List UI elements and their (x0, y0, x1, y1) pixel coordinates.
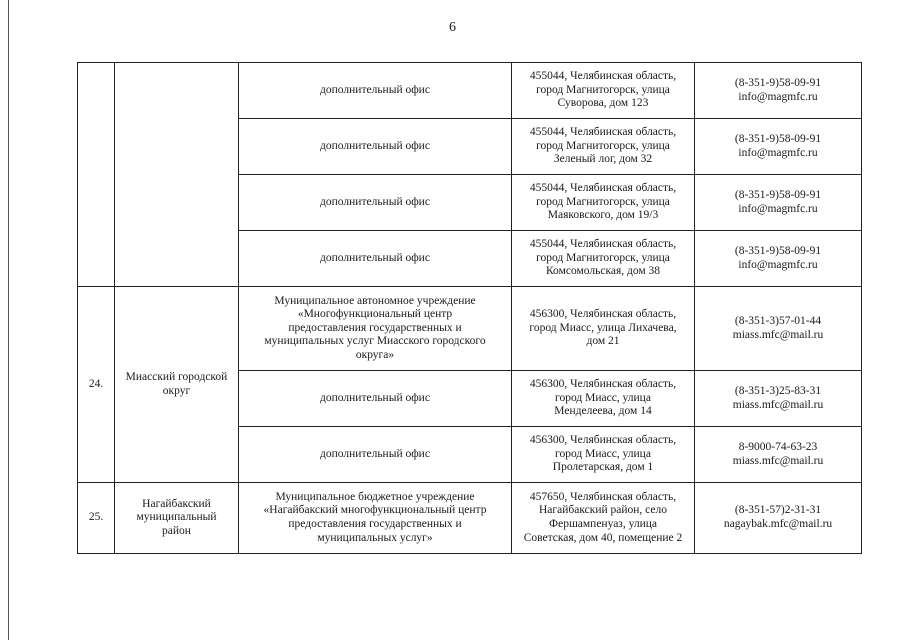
address-cell: 456300, Челябинская область, город Миасс, улица Пролетарская, дом 1 (512, 427, 695, 483)
address-cell: 455044, Челябинская область, город Магнитогорск, улица Зеленый лог, дом 32 (512, 119, 695, 175)
contacts-cell: (8-351-9)58-09-91 info@magmfc.ru (695, 63, 862, 119)
page-number: 6 (449, 20, 456, 35)
page-left-border (8, 0, 9, 640)
row-number-cell: 24. (78, 287, 115, 483)
address-cell: 455044, Челябинская область, город Магнитогорск, улица Суворова, дом 123 (512, 63, 695, 119)
district-cell: Миасский городской округ (115, 287, 239, 483)
contacts-cell: (8-351-9)58-09-91 info@magmfc.ru (695, 119, 862, 175)
contacts-cell: (8-351-57)2-31-31 nagaybak.mfc@mail.ru (695, 483, 862, 554)
organization-cell: дополнительный офис (239, 63, 512, 119)
organization-cell: дополнительный офис (239, 175, 512, 231)
organization-cell: Муниципальное автономное учреждение «Многофункциональный центр предоставления государственных и муниципальных услуг Миасского городского округа» (239, 287, 512, 371)
row-number-cell (78, 63, 115, 287)
address-cell: 455044, Челябинская область, город Магнитогорск, улица Комсомольская, дом 38 (512, 231, 695, 287)
address-cell: 456300, Челябинская область, город Миасс, улица Менделеева, дом 14 (512, 371, 695, 427)
address-cell: 455044, Челябинская область, город Магнитогорск, улица Маяковского, дом 19/3 (512, 175, 695, 231)
table-row (78, 63, 862, 119)
row-number-cell: 25. (78, 483, 115, 554)
organization-cell: дополнительный офис (239, 371, 512, 427)
district-cell (115, 63, 239, 287)
organization-cell: дополнительный офис (239, 231, 512, 287)
address-cell: 457650, Челябинская область, Нагайбакский район, село Фершампенуаз, улица Советская, дом 40, помещение 2 (512, 483, 695, 554)
organization-cell: дополнительный офис (239, 119, 512, 175)
district-cell: Нагайбакский муниципальный район (115, 483, 239, 554)
contacts-cell: (8-351-9)58-09-91 info@magmfc.ru (695, 175, 862, 231)
contacts-cell: (8-351-3)25-83-31 miass.mfc@mail.ru (695, 371, 862, 427)
contacts-cell: (8-351-9)58-09-91 info@magmfc.ru (695, 231, 862, 287)
contacts-cell: 8-9000-74-63-23 miass.mfc@mail.ru (695, 427, 862, 483)
contacts-cell: (8-351-3)57-01-44 miass.mfc@mail.ru (695, 287, 862, 371)
table-row (78, 483, 862, 554)
mfc-offices-table (77, 62, 862, 554)
table-row (78, 287, 862, 371)
address-cell: 456300, Челябинская область, город Миасс, улица Лихачева, дом 21 (512, 287, 695, 371)
organization-cell: дополнительный офис (239, 427, 512, 483)
organization-cell: Муниципальное бюджетное учреждение «Нагайбакский многофункциональный центр предоставления государственных и муниципальных услуг» (239, 483, 512, 554)
